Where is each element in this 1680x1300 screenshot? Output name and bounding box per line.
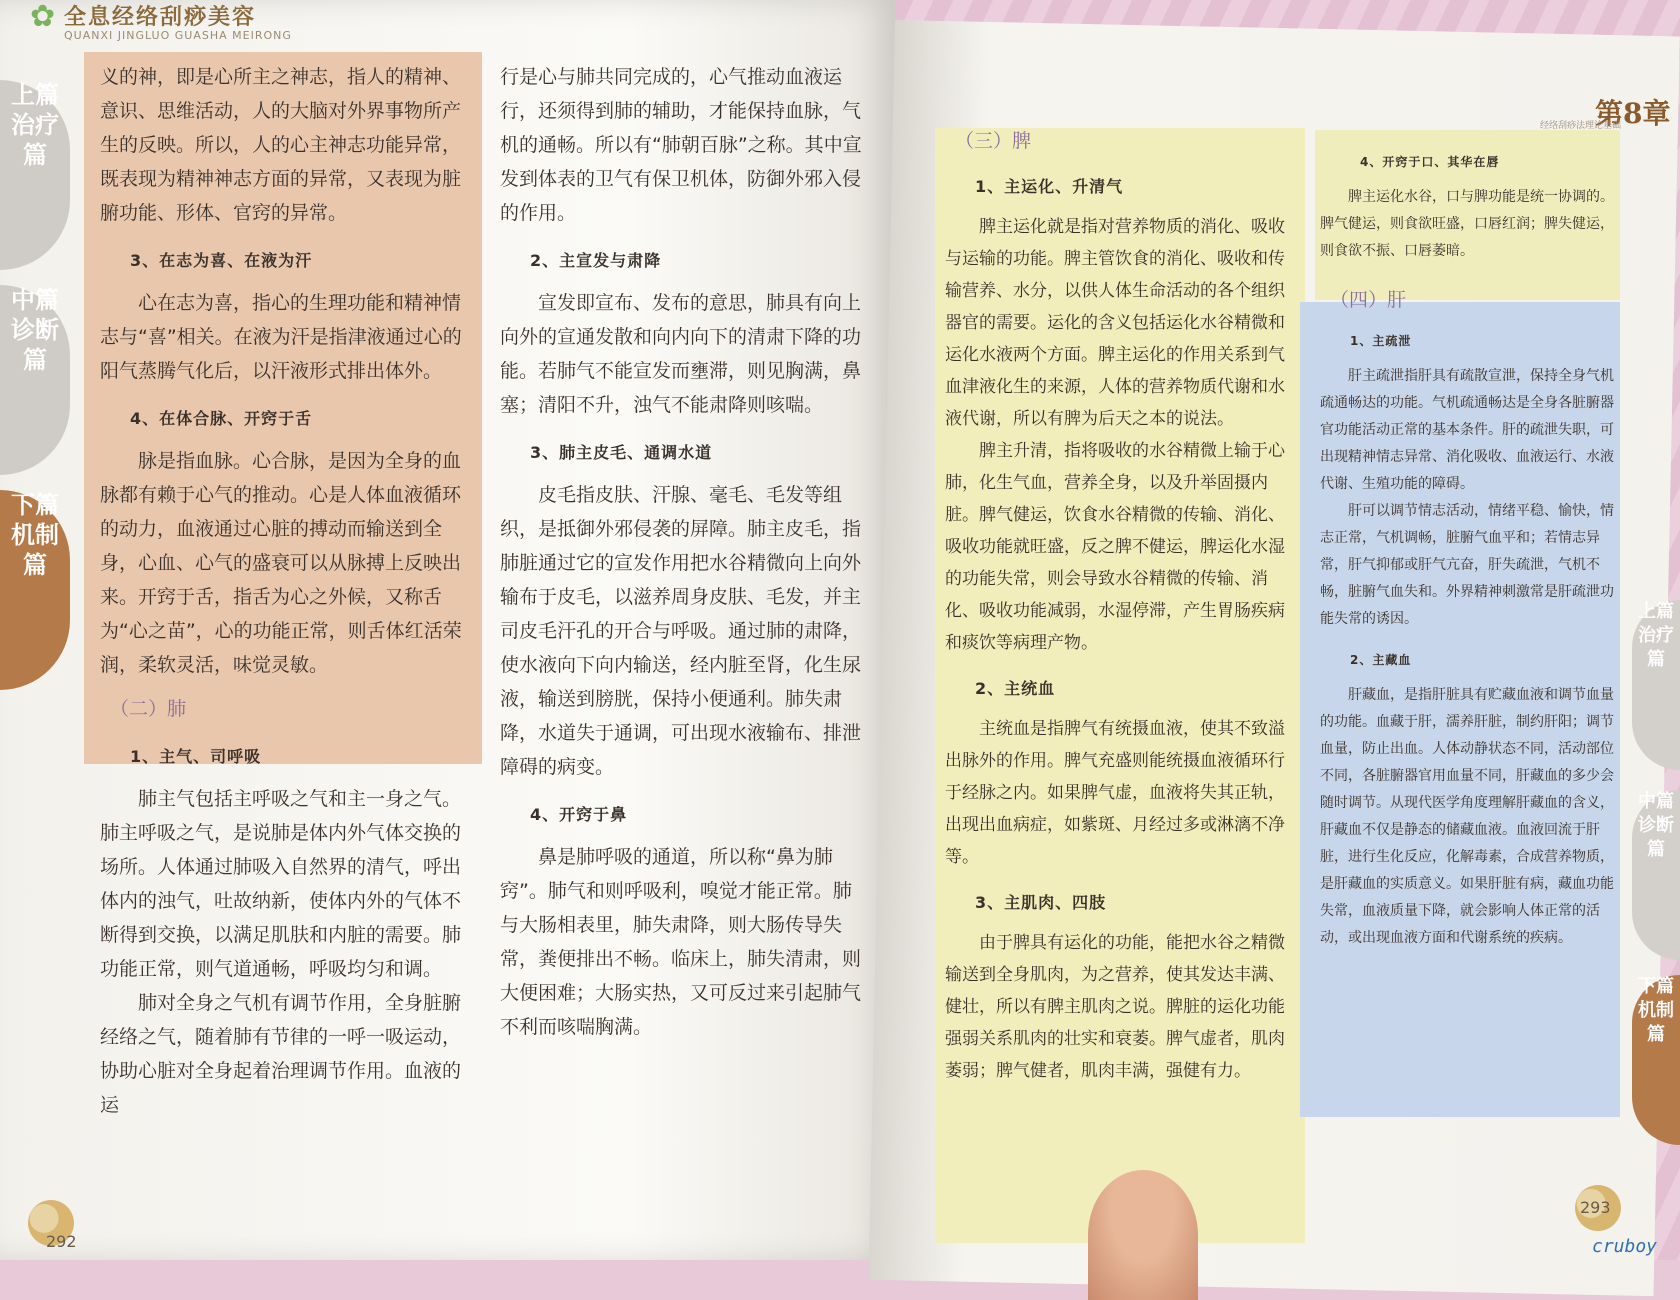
subheading: 1、主疏泄 xyxy=(1350,334,1412,348)
subheading: 2、主宣发与肃降 xyxy=(530,251,662,270)
paragraph: 肝可以调节情志活动，情绪平稳、愉快，情志正常，气机调畅，脏腑气血平和；若情志异常，肝气抑郁或肝气亢奋，肝失疏泄，气机不畅，脏腑气血失和。外界精神刺激常是肝疏泄功能失常的诱因。 xyxy=(1320,503,1614,627)
left-column-2 xyxy=(500,60,862,1044)
paragraph: 脉是指血脉。心合脉，是因为全身的血脉都有赖于心气的推动。心是人体血液循环的动力，血液通过心脏的搏动而输送到全身，心血、心气的盛衰可以从脉搏上反映出来。开窍于舌，指舌为心之外候，又称舌为“心之苗”，心的功能正常，则舌体红活荣润，柔软灵活，味觉灵敏。 xyxy=(100,450,462,676)
side-tab-middle xyxy=(0,285,70,475)
paragraph: 由于脾具有运化的功能，能把水谷之精微输送到全身肌肉，为之营养，使其发达丰满、健壮，所以有脾主肌肉之说。脾脏的运化功能强弱关系肌肉的壮实和衰萎。脾气虚者，肌肉萎弱；脾气健者，肌肉丰满，强健有力。 xyxy=(945,933,1285,1081)
paragraph: 肺主气包括主呼吸之气和主一身之气。肺主呼吸之气，是说肺是体内外气体交换的场所。人体通过肺吸入自然界的清气，呼出体内的浊气，吐故纳新，使体内外的气体不断得到交换，以满足肌肤和内脏的需要。肺功能正常，则气道通畅，呼吸均匀和调。 xyxy=(100,788,462,980)
tab-label-b: 治疗篇 xyxy=(1638,625,1674,670)
book-title: 全息经络刮痧美容 xyxy=(64,4,257,30)
paragraph: 肺对全身之气机有调节作用，全身脏腑经络之气，随着肺有节律的一呼一吸运动，协助心脏对全身起着治理调节作用。血液的运 xyxy=(100,992,462,1116)
tab-label-a: 上篇 xyxy=(1638,601,1674,622)
subheading: 4、开窍于口、其华在唇 xyxy=(1360,155,1500,169)
side-tab-lower-active xyxy=(0,490,70,690)
paragraph: 脾主运化就是指对营养物质的消化、吸收与运输的功能。脾主管饮食的消化、吸收和传输营养、水分，以供人体生命活动的各个组织器官的需要。运化的含义包括运化水谷精微和运化水液两个方面。脾主运化的作用关系到气血津液化生的来源，人体的营养物质代谢和水液代谢，所以有脾为后天之本的说法。 xyxy=(945,217,1285,429)
tab-label-a: 下篇 xyxy=(1638,976,1674,997)
right-side-tab-upper xyxy=(1632,600,1680,770)
watermark: cruboy xyxy=(1592,1236,1658,1257)
paragraph: 鼻是肺呼吸的通道，所以称“鼻为肺窍”。肺气和则呼吸利，嗅觉才能正常。肺与大肠相表里，肺失肃降，则大肠传导失常，粪便排出不畅。临床上，肺失清肃，则大便困难；大肠实热，又可反过来引起肺气不利而咳喘胸满。 xyxy=(500,846,862,1038)
paragraph: 心在志为喜，指心的生理功能和精神情志与“喜”相关。在液为汗是指津液通过心的阳气蒸腾气化后，以汗液形式排出体外。 xyxy=(100,292,462,382)
paragraph: 宣发即宣布、发布的意思，肺具有向上向外的宣通发散和向内向下的清肃下降的功能。若肺气不能宣发而壅滞，则见胸满，鼻塞；清阳不升，浊气不能肃降则咳喘。 xyxy=(500,292,862,416)
subheading: 2、主藏血 xyxy=(1350,653,1412,667)
chapter-label: 第8章 xyxy=(1595,97,1671,130)
section-heading: （三）脾 xyxy=(955,130,1032,152)
chapter-subtitle: 经络刮痧法理论基础 xyxy=(1540,121,1622,131)
paragraph: 皮毛指皮肤、汗腺、毫毛、毛发等组织，是抵御外邪侵袭的屏障。肺主皮毛，指肺脏通过它的宣发作用把水谷精微向上向外输布于皮毛，以滋养周身皮肤、毛发，并主司皮毛汗孔的开合与呼吸。通过肺的肃降，使水液向下向内输送，经内脏至肾，化生尿液，输送到膀胱，保持小便通利。肺失肃降，水道失于通调，可出现水液输布、排泄障碍的病变。 xyxy=(500,484,862,778)
page-number-left: 292 xyxy=(46,1232,77,1251)
subheading: 3、主肌肉、四肢 xyxy=(975,893,1107,912)
subheading: 1、主气、司呼吸 xyxy=(130,747,262,766)
flower-logo-icon: ✿ xyxy=(30,0,56,34)
left-column-1 xyxy=(100,60,470,1122)
tab-label-b: 诊断篇 xyxy=(11,316,59,374)
subheading: 3、肺主皮毛、通调水道 xyxy=(530,443,713,462)
subheading: 2、主统血 xyxy=(975,679,1056,698)
subheading: 4、开窍于鼻 xyxy=(530,805,628,824)
paragraph: 行是心与肺共同完成的，心气推动血液运行，还须得到肺的辅助，才能保持血脉，气机的通畅。所以有“肺朝百脉”之称。其中宣发到体表的卫气有保卫机体，防御外邪入侵的作用。 xyxy=(500,66,862,224)
thumb xyxy=(1088,1170,1198,1300)
tab-label-b: 诊断篇 xyxy=(1638,815,1674,860)
paragraph: 义的神，即是心所主之神志，指人的精神、意识、思维活动，人的大脑对外界事物所产生的反映。所以，人的心主神志功能异常，既表现为精神神志方面的异常，又表现为脏腑功能、形体、官窍的异常。 xyxy=(100,66,462,224)
paragraph: 肝藏血，是指肝脏具有贮藏血液和调节血量的功能。血藏于肝，濡养肝脏，制约肝阳；调节血量，防止出血。人体动静状态不同，活动部位不同，各脏腑器官用血量不同，肝藏血的多少会随时调节。从现代医学角度理解肝藏血的含义，肝藏血不仅是静态的储藏血液。血液回流于肝脏，进行生化反应，化解毒素，合成营养物质，是肝藏血的实质意义。如果肝脏有病，藏血功能失常，血液质量下降，就会影响人体正常的活动，或出现血液方面和代谢系统的疾病。 xyxy=(1320,687,1614,946)
running-head xyxy=(64,0,292,42)
section-heading: （二）肺 xyxy=(110,698,187,720)
tab-label-a: 中篇 xyxy=(1638,791,1674,812)
right-column-1 xyxy=(945,115,1295,1087)
tab-label-a: 中篇 xyxy=(11,286,59,314)
page-number-right: 293 xyxy=(1580,1198,1611,1217)
subheading: 4、在体合脉、开窍于舌 xyxy=(130,409,313,428)
right-side-tab-lower-active xyxy=(1632,975,1680,1145)
tab-label-b: 机制篇 xyxy=(1638,1000,1674,1045)
paragraph: 脾主升清，指将吸收的水谷精微上输于心肺，化生气血，营养全身，以及升举固摄内脏。脾气健运，饮食水谷精微的传输、消化、吸收功能就旺盛，反之脾不健运，脾运化水湿的功能失常，则会导致水谷精微的传输、消化、吸收功能减弱，水湿停滞，产生胃肠疾病和痰饮等病理产物。 xyxy=(945,441,1285,653)
subheading: 3、在志为喜、在液为汗 xyxy=(130,251,313,270)
paragraph: 脾主运化水谷，口与脾功能是统一协调的。脾气健运，则食欲旺盛，口唇红润；脾失健运，则食欲不振、口唇萎暗。 xyxy=(1320,189,1614,259)
subheading: 1、主运化、升清气 xyxy=(975,177,1124,196)
right-column-2 xyxy=(1320,135,1615,952)
tab-label-b: 机制篇 xyxy=(11,521,59,579)
book-subtitle: QUANXI JINGLUO GUASHA MEIRONG xyxy=(64,29,292,42)
paragraph: 肝主疏泄指肝具有疏散宣泄，保持全身气机疏通畅达的功能。气机疏通畅达是全身各脏腑器官功能活动正常的基本条件。肝的疏泄失职，可出现精神情志异常、消化吸收、血液运行、水液代谢、生殖功能的障碍。 xyxy=(1320,368,1614,492)
tab-label-a: 下篇 xyxy=(11,491,59,519)
tab-label-a: 上篇 xyxy=(11,81,59,109)
right-side-tab-middle xyxy=(1632,790,1680,960)
paragraph: 主统血是指脾气有统摄血液，使其不致溢出脉外的作用。脾气充盛则能统摄血液循环行于经脉之内。如果脾气虚，血液将失其正轨，出现出血病症，如紫斑、月经过多或淋漓不净等。 xyxy=(945,719,1285,867)
side-tab-upper xyxy=(0,80,70,270)
tab-label-b: 治疗篇 xyxy=(11,111,59,169)
section-heading: （四）肝 xyxy=(1330,289,1407,311)
